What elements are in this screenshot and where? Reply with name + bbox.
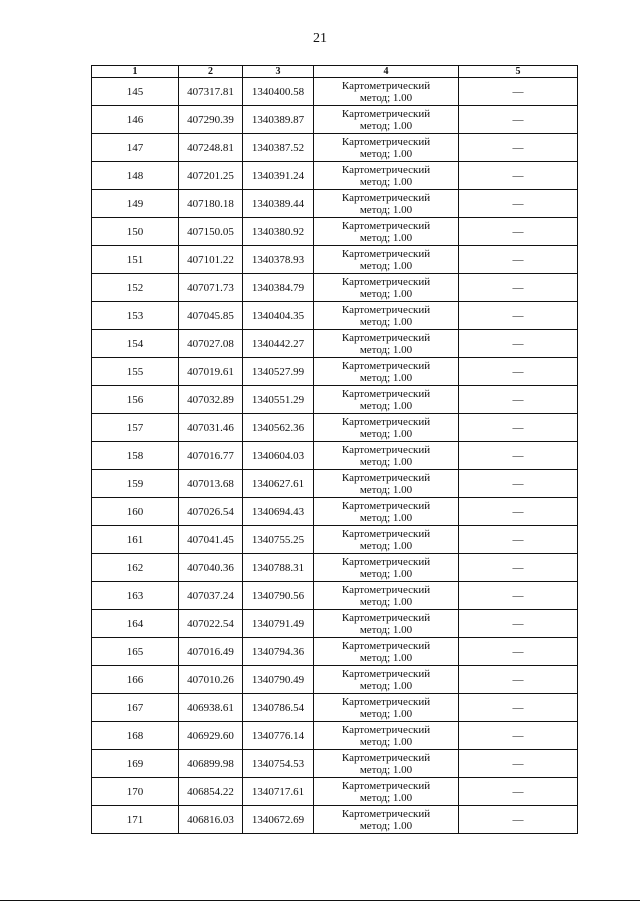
coordinate-x: 406854.22 [179,778,243,806]
coordinate-y: 1340694.43 [243,498,314,526]
method-line-2: метод; 1.00 [359,763,413,776]
coordinate-x: 406929.60 [179,722,243,750]
table-row [92,358,578,386]
method-line-2: метод; 1.00 [359,399,413,412]
point-number: 153 [92,302,179,330]
coordinate-y: 1340404.35 [243,302,314,330]
method-cell [314,554,459,582]
method-line-2: метод; 1.00 [359,455,413,468]
method-cell [314,806,459,834]
method-line-2: метод; 1.00 [359,567,413,580]
method-line-1: Картометрический [341,387,431,400]
method-line-2: метод; 1.00 [359,315,413,328]
coordinate-x: 407019.61 [179,358,243,386]
point-number: 145 [92,78,179,106]
method-line-1: Картометрический [341,583,431,596]
method-line-2: метод; 1.00 [359,511,413,524]
column-5-value: — [459,470,578,498]
point-number: 171 [92,806,179,834]
method-cell [314,694,459,722]
point-number: 147 [92,134,179,162]
header-row [92,66,578,78]
method-cell [314,386,459,414]
coordinate-x: 407027.08 [179,330,243,358]
method-line-2: метод; 1.00 [359,91,413,104]
column-header-1: 1 [92,66,179,78]
method-line-1: Картометрический [341,191,431,204]
method-cell [314,498,459,526]
coordinate-x: 406816.03 [179,806,243,834]
coordinate-x: 407022.54 [179,610,243,638]
table-row [92,442,578,470]
method-line-2: метод; 1.00 [359,651,413,664]
coordinate-x: 407032.89 [179,386,243,414]
coordinate-x: 407317.81 [179,78,243,106]
point-number: 156 [92,386,179,414]
point-number: 165 [92,638,179,666]
method-line-1: Картометрический [341,219,431,232]
point-number: 152 [92,274,179,302]
column-5-value: — [459,246,578,274]
coordinate-y: 1340776.14 [243,722,314,750]
table-row [92,106,578,134]
point-number: 168 [92,722,179,750]
point-number: 158 [92,442,179,470]
coordinate-y: 1340627.61 [243,470,314,498]
page-number: 21 [313,31,327,46]
method-line-2: метод; 1.00 [359,203,413,216]
method-cell [314,190,459,218]
method-line-1: Картометрический [341,639,431,652]
coordinate-x: 407150.05 [179,218,243,246]
method-cell [314,134,459,162]
point-number: 167 [92,694,179,722]
column-header-2: 2 [179,66,243,78]
table-row [92,246,578,274]
method-line-2: метод; 1.00 [359,623,413,636]
table-row [92,470,578,498]
table-row [92,526,578,554]
method-line-2: метод; 1.00 [359,147,413,160]
method-line-1: Картометрический [341,443,431,456]
coordinate-y: 1340389.87 [243,106,314,134]
method-line-2: метод; 1.00 [359,259,413,272]
point-number: 164 [92,610,179,638]
method-line-2: метод; 1.00 [359,539,413,552]
table-row [92,778,578,806]
table-row [92,638,578,666]
method-cell [314,470,459,498]
column-5-value: — [459,778,578,806]
page-bottom-rule [0,900,640,901]
column-5-value: — [459,498,578,526]
point-number: 166 [92,666,179,694]
table-row [92,554,578,582]
coordinate-x: 407041.45 [179,526,243,554]
method-line-1: Картометрический [341,107,431,120]
column-5-value: — [459,330,578,358]
table-row [92,414,578,442]
coordinate-x: 407201.25 [179,162,243,190]
method-line-1: Картометрический [341,499,431,512]
table-row [92,666,578,694]
table-row [92,806,578,834]
method-cell [314,750,459,778]
table-header [92,66,578,78]
column-5-value: — [459,190,578,218]
coordinate-x: 407180.18 [179,190,243,218]
point-number: 162 [92,554,179,582]
coordinate-x: 406938.61 [179,694,243,722]
method-cell [314,414,459,442]
coordinate-x: 407016.49 [179,638,243,666]
column-header-4: 4 [314,66,459,78]
method-line-2: метод; 1.00 [359,287,413,300]
method-cell [314,330,459,358]
coordinate-x: 407026.54 [179,498,243,526]
table-row [92,274,578,302]
point-number: 150 [92,218,179,246]
column-5-value: — [459,78,578,106]
coordinate-y: 1340755.25 [243,526,314,554]
coordinate-x: 407031.46 [179,414,243,442]
column-5-value: — [459,162,578,190]
coordinate-y: 1340790.56 [243,582,314,610]
point-number: 149 [92,190,179,218]
method-line-1: Картометрический [341,611,431,624]
column-5-value: — [459,750,578,778]
method-cell [314,442,459,470]
table-row [92,750,578,778]
point-number: 155 [92,358,179,386]
coordinate-y: 1340604.03 [243,442,314,470]
method-cell [314,582,459,610]
point-number: 151 [92,246,179,274]
method-cell [314,722,459,750]
method-cell [314,162,459,190]
point-number: 161 [92,526,179,554]
method-line-1: Картометрический [341,303,431,316]
column-5-value: — [459,610,578,638]
point-number: 170 [92,778,179,806]
method-line-1: Картометрический [341,807,431,820]
coordinate-y: 1340672.69 [243,806,314,834]
table-row [92,694,578,722]
method-cell [314,778,459,806]
column-5-value: — [459,666,578,694]
method-line-1: Картометрический [341,779,431,792]
method-line-2: метод; 1.00 [359,175,413,188]
method-line-2: метод; 1.00 [359,735,413,748]
column-5-value: — [459,358,578,386]
coordinate-x: 407071.73 [179,274,243,302]
column-5-value: — [459,806,578,834]
method-cell [314,78,459,106]
method-line-2: метод; 1.00 [359,231,413,244]
coordinate-y: 1340786.54 [243,694,314,722]
coordinate-x: 407016.77 [179,442,243,470]
method-line-1: Картометрический [341,79,431,92]
method-line-1: Картометрический [341,555,431,568]
table-row [92,722,578,750]
coordinate-y: 1340794.36 [243,638,314,666]
method-cell [314,274,459,302]
coordinate-y: 1340400.58 [243,78,314,106]
coordinate-y: 1340378.93 [243,246,314,274]
method-line-2: метод; 1.00 [359,707,413,720]
coordinate-y: 1340791.49 [243,610,314,638]
method-cell [314,302,459,330]
coordinate-x: 407013.68 [179,470,243,498]
coordinate-x: 407290.39 [179,106,243,134]
coordinate-x: 407045.85 [179,302,243,330]
column-5-value: — [459,582,578,610]
column-header-3: 3 [243,66,314,78]
coordinate-y: 1340527.99 [243,358,314,386]
point-number: 160 [92,498,179,526]
table-row [92,190,578,218]
method-line-2: метод; 1.00 [359,343,413,356]
column-5-value: — [459,694,578,722]
method-line-2: метод; 1.00 [359,483,413,496]
point-number: 169 [92,750,179,778]
method-cell [314,638,459,666]
table-row [92,386,578,414]
method-cell [314,218,459,246]
point-number: 148 [92,162,179,190]
method-line-1: Картометрический [341,527,431,540]
coordinate-y: 1340387.52 [243,134,314,162]
point-number: 163 [92,582,179,610]
point-number: 159 [92,470,179,498]
point-number: 157 [92,414,179,442]
coordinate-y: 1340551.29 [243,386,314,414]
table-row [92,330,578,358]
method-line-1: Картометрический [341,415,431,428]
coordinate-y: 1340389.44 [243,190,314,218]
coordinate-x: 407101.22 [179,246,243,274]
method-line-1: Картометрический [341,667,431,680]
method-line-2: метод; 1.00 [359,427,413,440]
column-5-value: — [459,302,578,330]
coordinate-x: 407037.24 [179,582,243,610]
table-row [92,162,578,190]
method-line-1: Картометрический [341,751,431,764]
method-line-1: Картометрический [341,331,431,344]
method-line-1: Картометрический [341,275,431,288]
method-line-2: метод; 1.00 [359,119,413,132]
method-line-2: метод; 1.00 [359,819,413,832]
coordinate-y: 1340380.92 [243,218,314,246]
column-5-value: — [459,134,578,162]
method-cell [314,526,459,554]
column-5-value: — [459,638,578,666]
column-5-value: — [459,106,578,134]
table-row [92,218,578,246]
table-row [92,78,578,106]
coordinate-x: 406899.98 [179,750,243,778]
column-5-value: — [459,414,578,442]
method-line-1: Картометрический [341,471,431,484]
column-5-value: — [459,526,578,554]
column-5-value: — [459,442,578,470]
coordinate-y: 1340562.36 [243,414,314,442]
method-cell [314,358,459,386]
method-line-1: Картометрический [341,163,431,176]
point-number: 146 [92,106,179,134]
method-line-1: Картометрический [341,723,431,736]
table-row [92,134,578,162]
coordinate-x: 407040.36 [179,554,243,582]
coordinate-y: 1340788.31 [243,554,314,582]
method-cell [314,666,459,694]
column-5-value: — [459,386,578,414]
table-body [92,78,578,834]
method-line-1: Картометрический [341,359,431,372]
coordinates-table [91,65,578,834]
column-header-5: 5 [459,66,578,78]
coordinate-y: 1340384.79 [243,274,314,302]
method-cell [314,610,459,638]
coordinate-x: 407010.26 [179,666,243,694]
method-line-1: Картометрический [341,247,431,260]
column-5-value: — [459,218,578,246]
coordinate-x: 407248.81 [179,134,243,162]
table-row [92,582,578,610]
coordinate-y: 1340442.27 [243,330,314,358]
method-cell [314,246,459,274]
column-5-value: — [459,274,578,302]
method-line-2: метод; 1.00 [359,371,413,384]
column-5-value: — [459,554,578,582]
point-number: 154 [92,330,179,358]
coordinate-y: 1340754.53 [243,750,314,778]
coordinate-y: 1340391.24 [243,162,314,190]
method-line-1: Картометрический [341,695,431,708]
column-5-value: — [459,722,578,750]
method-line-2: метод; 1.00 [359,791,413,804]
table-row [92,302,578,330]
coordinate-y: 1340790.49 [243,666,314,694]
method-cell [314,106,459,134]
method-line-1: Картометрический [341,135,431,148]
coordinate-y: 1340717.61 [243,778,314,806]
method-line-2: метод; 1.00 [359,595,413,608]
table-row [92,498,578,526]
table-row [92,610,578,638]
method-line-2: метод; 1.00 [359,679,413,692]
